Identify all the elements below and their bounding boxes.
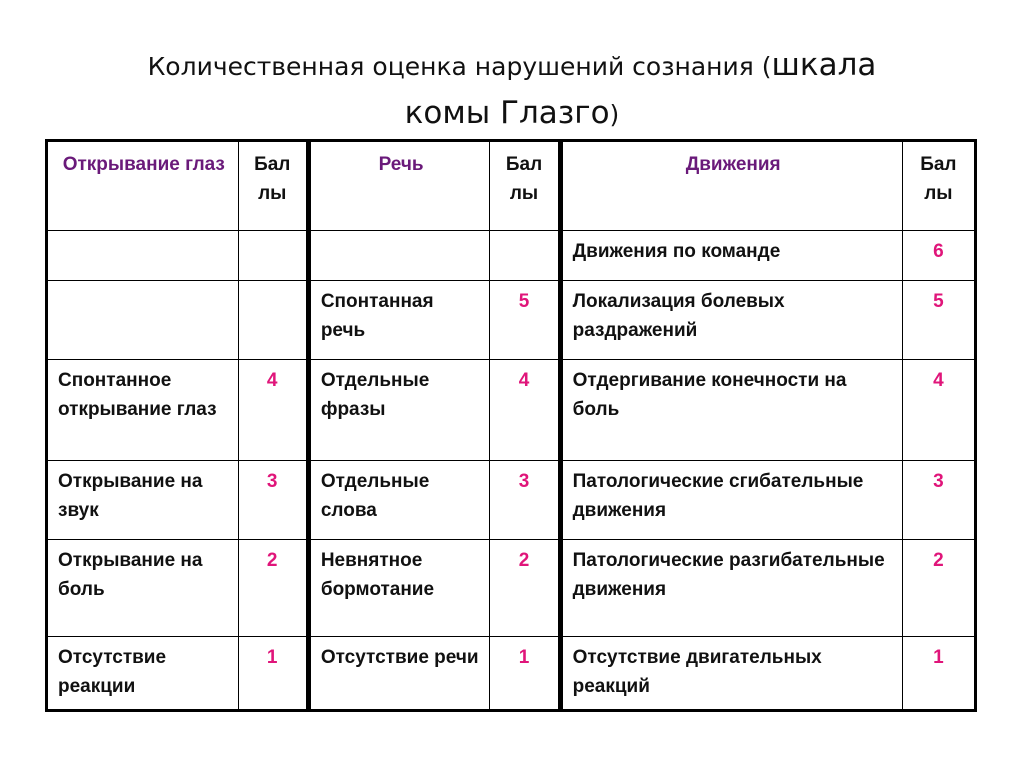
title-line-1 xyxy=(40,44,984,92)
eyes-score-cell: 4 xyxy=(238,360,308,461)
eyes-cell: Спонтанное открывание глаз xyxy=(47,360,239,461)
motor-score-cell: 4 xyxy=(902,360,975,461)
header-motor-points: Бал лы xyxy=(902,141,975,231)
motor-cell: Патологические сгибательные движения xyxy=(560,461,902,540)
table-row xyxy=(47,281,976,360)
motor-cell: Локализация болевых раздражений xyxy=(560,281,902,360)
speech-cell: Невнятное бормотание xyxy=(308,540,490,637)
eyes-score-cell: 1 xyxy=(238,637,308,711)
table-row xyxy=(47,231,976,281)
eyes-cell: Открывание на звук xyxy=(47,461,239,540)
eyes-cell: Отсутствие реакции xyxy=(47,637,239,711)
motor-score-cell: 5 xyxy=(902,281,975,360)
title-text-4: ) xyxy=(609,100,620,129)
speech-score-cell xyxy=(490,231,560,281)
header-eyes: Открывание глаз xyxy=(47,141,239,231)
motor-score-cell: 1 xyxy=(902,637,975,711)
header-motor: Движения xyxy=(560,141,902,231)
motor-cell: Отдергивание конечности на боль xyxy=(560,360,902,461)
motor-score-cell: 3 xyxy=(902,461,975,540)
motor-cell: Патологические разгибательные движения xyxy=(560,540,902,637)
speech-cell: Отдельные фразы xyxy=(308,360,490,461)
speech-cell xyxy=(308,231,490,281)
motor-score-cell: 6 xyxy=(902,231,975,281)
table-row xyxy=(47,637,976,711)
header-speech-points: Бал лы xyxy=(490,141,560,231)
speech-score-cell: 4 xyxy=(490,360,560,461)
header-eyes-points: Бал лы xyxy=(238,141,308,231)
table-row xyxy=(47,461,976,540)
title-text-1: Количественная оценка нарушений сознания ( xyxy=(147,52,772,81)
eyes-cell: Открывание на боль xyxy=(47,540,239,637)
motor-cell: Движения по команде xyxy=(560,231,902,281)
eyes-cell xyxy=(47,281,239,360)
title-text-3: комы Глазго xyxy=(404,95,610,131)
speech-score-cell: 2 xyxy=(490,540,560,637)
table-row xyxy=(47,540,976,637)
eyes-score-cell xyxy=(238,231,308,281)
speech-cell: Отдельные слова xyxy=(308,461,490,540)
eyes-score-cell: 3 xyxy=(238,461,308,540)
eyes-cell xyxy=(47,231,239,281)
eyes-score-cell xyxy=(238,281,308,360)
speech-score-cell: 1 xyxy=(490,637,560,711)
motor-score-cell: 2 xyxy=(902,540,975,637)
speech-score-cell: 5 xyxy=(490,281,560,360)
glasgow-coma-scale-table xyxy=(45,139,977,712)
slide-title xyxy=(40,44,984,140)
title-text-2: шкала xyxy=(771,47,877,83)
title-line-2 xyxy=(40,92,984,140)
eyes-score-cell: 2 xyxy=(238,540,308,637)
table-header-row xyxy=(47,141,976,231)
table-row xyxy=(47,360,976,461)
speech-cell: Отсутствие речи xyxy=(308,637,490,711)
header-speech: Речь xyxy=(308,141,490,231)
motor-cell: Отсутствие двигательных реакций xyxy=(560,637,902,711)
speech-score-cell: 3 xyxy=(490,461,560,540)
speech-cell: Спонтанная речь xyxy=(308,281,490,360)
